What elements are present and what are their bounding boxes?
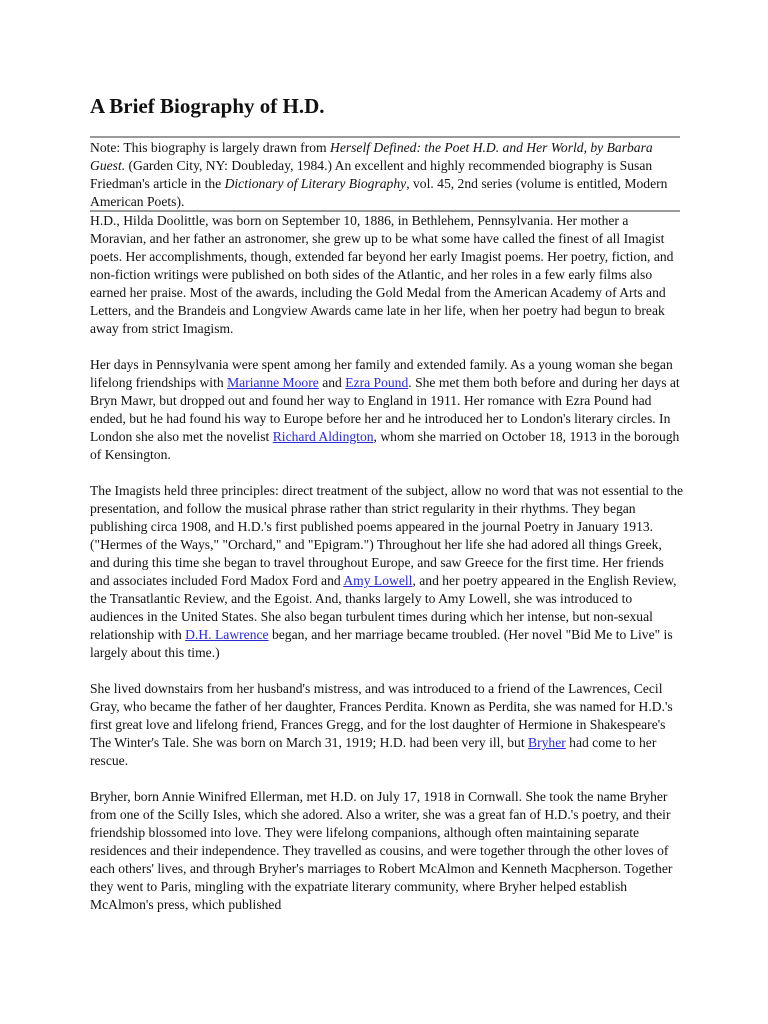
link-dh-lawrence[interactable]: D.H. Lawrence — [185, 627, 269, 642]
link-ezra-pound[interactable]: Ezra Pound — [345, 375, 409, 390]
paragraph-bryher: Bryher, born Annie Winifred Ellerman, met H.D. on July 17, 1918 in Cornwall. She took the name Bryher from one of the Scilly Isles, which she adored. Also a writer, she was a great fan of H.D.'s poetry, and their friendship blossomed into love. They were lifelong companions, although often maintaining separate residences and their independence. They travelled as cousins, and were together through the other loves of each others' lives, and through Bryher's marriages to Robert McAlmon and Kenneth Macpherson. Together they went to Paris, mingling with the expatriate literary community, where Bryher helped establish McAlmon's press, which published — [90, 789, 673, 912]
note-text: Note: This biography is largely drawn from — [90, 140, 330, 155]
paragraph-imagists: The Imagists held three principles: direct treatment of the subject, allow no word that was not essential to the presentation, and follow the musical phrase rather than strict regularity in their rhythms. They began publishing circa 1908, and H.D.'s first published poems appeared in the journal Poetry in January 1913. ("Hermes of the Ways," "Orchard," and "Epigram.") Throughout her life she had adored all things Greek, and during this time she began to travel throughout Europe, and saw Greece for the first time. Her friends and associates included Ford Madox Ford and Amy Lowell, and her poetry appeared in the English Review, the Transatlantic Review, and the Egoist. And, thanks largely to Amy Lowell, she was introduced to audiences in the United States. She also began turbulent times during which her intense, but non-sexual relationship with D.H. Lawrence began, and her marriage became troubled. (Her novel "Bid Me to Live" is largely about this time.) — [90, 483, 684, 660]
link-bryher[interactable]: Bryher — [528, 735, 566, 750]
source-note — [90, 139, 684, 211]
note-book-title: Herself Defined: the Poet H.D. and Her World, by Barbara Guest. — [90, 140, 653, 173]
note-text: (Garden City, NY: Doubleday, 1984.) An excellent and highly recommended biography is Susan Friedman's article in the — [90, 158, 653, 191]
note-top-divider — [90, 136, 680, 138]
biography-body — [90, 212, 684, 932]
link-marianne-moore[interactable]: Marianne Moore — [227, 375, 319, 390]
paragraph-pennsylvania: Her days in Pennsylvania were spent among her family and extended family. As a young woman she began lifelong friendships with Marianne Moore and Ezra Pound. She met them both before and during her days at Bryn Mawr, but dropped out and found her way to England in 1911. Her romance with Ezra Pound had ended, but he had found his way to Europe before her and he introduced her to London's literary circles. In London she also met the novelist Richard Aldington, whom she married on October 18, 1913 in the borough of Kensington. — [90, 357, 680, 462]
paragraph-perdita: She lived downstairs from her husband's mistress, and was introduced to a friend of the Lawrences, Cecil Gray, who became the father of her daughter, Frances Perdita. Known as Perdita, she was named for H.D.'s first great love and lifelong friend, Frances Gregg, and for the lost daughter of Hermione in Shakespeare's The Winter's Tale. She was born on March 31, 1919; H.D. had been very ill, but Bryher had come to her rescue. — [90, 681, 673, 768]
note-dlb-title: Dictionary of Literary Biography — [224, 176, 407, 191]
paragraph-early-life: H.D., Hilda Doolittle, was born on September 10, 1886, in Bethlehem, Pennsylvania. Her mother a Moravian, and her father an astronomer, she grew up to be what some have called the finest of all Imagist poets. Her accomplishments, though, extended far beyond her early Imagist poems. Her poetry, fiction, and non-fiction writings were published on both sides of the Atlantic, and her roles in a few early films also earned her praise. Most of the awards, including the Gold Medal from the American Academy of Arts and Letters, and the Brandeis and Longview Awards came late in her life, when her poetry had begun to break away from strict Imagism. — [90, 213, 674, 336]
link-richard-aldington[interactable]: Richard Aldington — [272, 429, 374, 444]
page-title: A Brief Biography of H.D. — [90, 94, 325, 118]
note-text: , vol. 45, 2nd series (volume is entitled, Modern American Poets). — [90, 176, 668, 209]
link-amy-lowell[interactable]: Amy Lowell — [343, 573, 413, 588]
